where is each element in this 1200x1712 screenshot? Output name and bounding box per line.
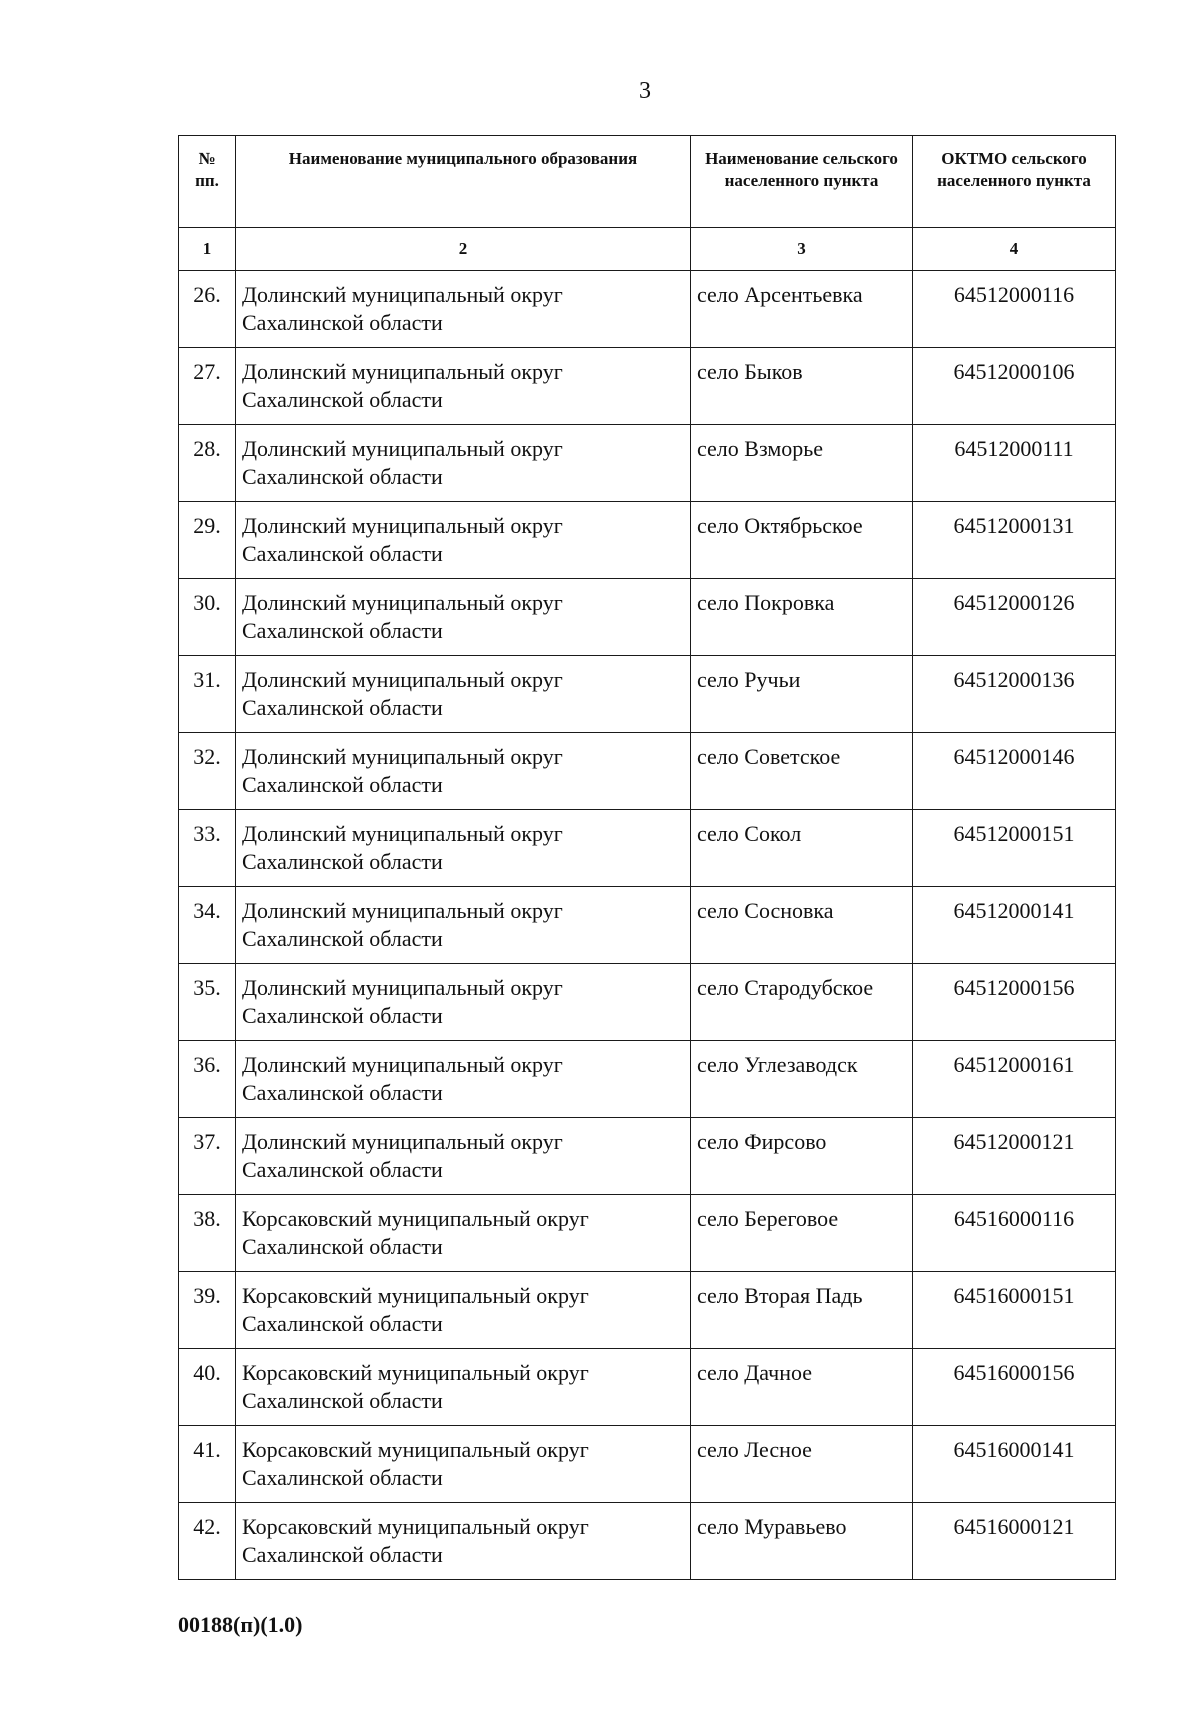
settlement-name: село Сокол <box>691 810 913 887</box>
column-number: 3 <box>691 228 913 271</box>
row-number: 37. <box>179 1118 236 1195</box>
oktmo-code: 64512000151 <box>913 810 1116 887</box>
settlement-name: село Дачное <box>691 1349 913 1426</box>
table-body <box>179 271 1116 1580</box>
municipality-name: Долинский муниципальный округ Сахалинской области <box>236 1118 691 1195</box>
oktmo-code: 64512000161 <box>913 1041 1116 1118</box>
settlement-name: село Ручьи <box>691 656 913 733</box>
table-row <box>179 1503 1116 1580</box>
header-municipality: Наименование муниципального образования <box>236 136 691 228</box>
table-row <box>179 656 1116 733</box>
settlement-name: село Вторая Падь <box>691 1272 913 1349</box>
table-row <box>179 1272 1116 1349</box>
oktmo-code: 64512000106 <box>913 348 1116 425</box>
oktmo-code: 64512000126 <box>913 579 1116 656</box>
row-number: 32. <box>179 733 236 810</box>
table-row <box>179 1118 1116 1195</box>
municipality-name: Долинский муниципальный округ Сахалинской области <box>236 1041 691 1118</box>
oktmo-code: 64516000121 <box>913 1503 1116 1580</box>
municipality-name: Долинский муниципальный округ Сахалинской области <box>236 656 691 733</box>
header-number: № пп. <box>179 136 236 228</box>
oktmo-code: 64512000136 <box>913 656 1116 733</box>
row-number: 41. <box>179 1426 236 1503</box>
municipality-name: Долинский муниципальный округ Сахалинской области <box>236 810 691 887</box>
row-number: 29. <box>179 502 236 579</box>
municipality-name: Долинский муниципальный округ Сахалинской области <box>236 887 691 964</box>
table-row <box>179 579 1116 656</box>
oktmo-code: 64512000156 <box>913 964 1116 1041</box>
oktmo-code: 64512000131 <box>913 502 1116 579</box>
table-row <box>179 348 1116 425</box>
row-number: 40. <box>179 1349 236 1426</box>
oktmo-code: 64512000116 <box>913 271 1116 348</box>
settlement-name: село Береговое <box>691 1195 913 1272</box>
table-row <box>179 810 1116 887</box>
column-number: 4 <box>913 228 1116 271</box>
table-row <box>179 733 1116 810</box>
page-number: 3 <box>639 78 651 104</box>
municipality-name: Долинский муниципальный округ Сахалинской области <box>236 271 691 348</box>
settlement-name: село Лесное <box>691 1426 913 1503</box>
municipality-name: Корсаковский муниципальный округ Сахалинской области <box>236 1349 691 1426</box>
settlement-name: село Сосновка <box>691 887 913 964</box>
table-row <box>179 964 1116 1041</box>
header-settlement: Наименование сельского населенного пункта <box>691 136 913 228</box>
table-header <box>179 136 1116 271</box>
oktmo-code: 64512000146 <box>913 733 1116 810</box>
table-row <box>179 887 1116 964</box>
municipality-name: Корсаковский муниципальный округ Сахалинской области <box>236 1503 691 1580</box>
settlement-name: село Муравьево <box>691 1503 913 1580</box>
table-row <box>179 271 1116 348</box>
row-number: 31. <box>179 656 236 733</box>
municipality-name: Долинский муниципальный округ Сахалинской области <box>236 964 691 1041</box>
row-number: 34. <box>179 887 236 964</box>
municipality-name: Долинский муниципальный округ Сахалинской области <box>236 579 691 656</box>
settlement-name: село Фирсово <box>691 1118 913 1195</box>
oktmo-code: 64512000121 <box>913 1118 1116 1195</box>
oktmo-code: 64516000141 <box>913 1426 1116 1503</box>
table-row <box>179 1349 1116 1426</box>
row-number: 27. <box>179 348 236 425</box>
document-code: 00188(п)(1.0) <box>178 1612 303 1637</box>
column-number: 1 <box>179 228 236 271</box>
municipality-name: Корсаковский муниципальный округ Сахалинской области <box>236 1426 691 1503</box>
municipality-name: Корсаковский муниципальный округ Сахалинской области <box>236 1195 691 1272</box>
oktmo-code: 64516000151 <box>913 1272 1116 1349</box>
column-number: 2 <box>236 228 691 271</box>
row-number: 36. <box>179 1041 236 1118</box>
table-row <box>179 1426 1116 1503</box>
column-number-row <box>179 228 1116 271</box>
table-row <box>179 502 1116 579</box>
table-row <box>179 425 1116 502</box>
row-number: 38. <box>179 1195 236 1272</box>
settlement-name: село Советское <box>691 733 913 810</box>
oktmo-code: 64512000141 <box>913 887 1116 964</box>
municipality-name: Долинский муниципальный округ Сахалинской области <box>236 733 691 810</box>
row-number: 42. <box>179 1503 236 1580</box>
table-row <box>179 1041 1116 1118</box>
settlement-name: село Покровка <box>691 579 913 656</box>
municipality-name: Долинский муниципальный округ Сахалинской области <box>236 502 691 579</box>
header-row <box>179 136 1116 228</box>
header-oktmo: ОКТМО сельского населенного пункта <box>913 136 1116 228</box>
settlement-name: село Быков <box>691 348 913 425</box>
table-row <box>179 1195 1116 1272</box>
oktmo-code: 64516000156 <box>913 1349 1116 1426</box>
settlement-name: село Арсентьевка <box>691 271 913 348</box>
row-number: 33. <box>179 810 236 887</box>
settlement-name: село Стародубское <box>691 964 913 1041</box>
row-number: 39. <box>179 1272 236 1349</box>
row-number: 28. <box>179 425 236 502</box>
municipality-name: Корсаковский муниципальный округ Сахалинской области <box>236 1272 691 1349</box>
row-number: 35. <box>179 964 236 1041</box>
settlement-name: село Октябрьское <box>691 502 913 579</box>
municipality-name: Долинский муниципальный округ Сахалинской области <box>236 425 691 502</box>
row-number: 26. <box>179 271 236 348</box>
settlements-table <box>178 135 1116 1580</box>
oktmo-code: 64512000111 <box>913 425 1116 502</box>
settlement-name: село Взморье <box>691 425 913 502</box>
municipality-name: Долинский муниципальный округ Сахалинской области <box>236 348 691 425</box>
row-number: 30. <box>179 579 236 656</box>
oktmo-code: 64516000116 <box>913 1195 1116 1272</box>
settlement-name: село Углезаводск <box>691 1041 913 1118</box>
